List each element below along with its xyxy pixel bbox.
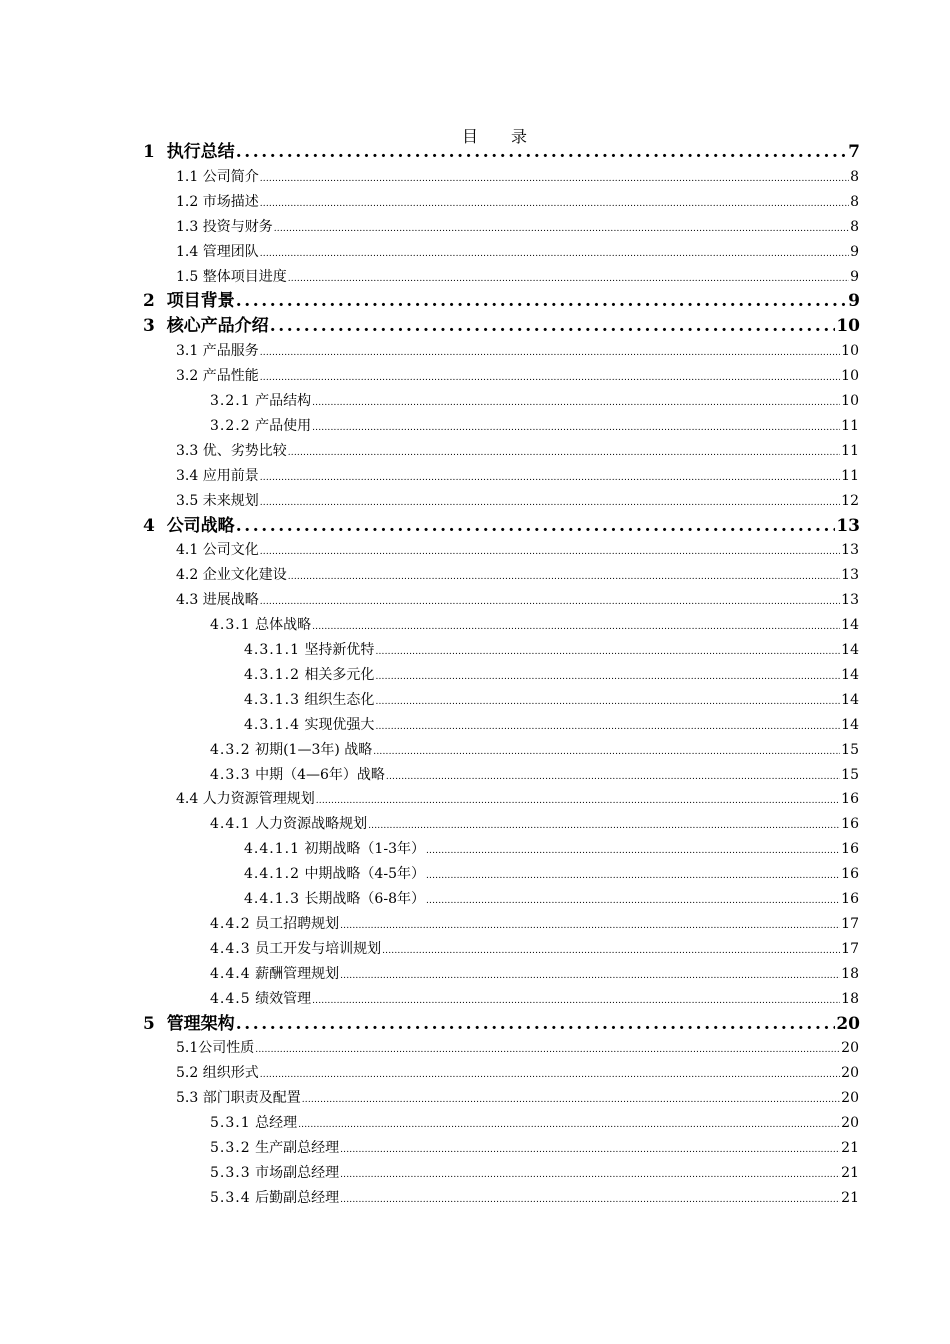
toc-entry[interactable]	[244, 714, 859, 736]
toc-entry-page: 15	[841, 741, 859, 758]
toc-entry-page: 12	[841, 492, 859, 509]
toc-entry[interactable]	[244, 689, 859, 711]
toc-entry[interactable]	[210, 764, 859, 786]
toc-entry-label: 项目背景	[166, 291, 235, 312]
dot-leader	[288, 566, 840, 586]
toc-entry-number: 5.3.1	[210, 1115, 251, 1132]
toc-entry-page: 8	[850, 193, 859, 210]
toc-entry-page: 16	[841, 866, 859, 883]
toc-entry[interactable]	[210, 1137, 859, 1159]
toc-entry[interactable]	[210, 938, 859, 960]
toc-entry-label: 薪酬管理规划	[255, 965, 340, 982]
toc-entry-page: 7	[848, 142, 860, 162]
dot-leader	[260, 492, 840, 512]
toc-entry-label: 总经理	[255, 1115, 298, 1132]
toc-entry-page: 18	[841, 990, 859, 1007]
dot-leader	[375, 666, 840, 686]
toc-entry-number: 4.4.3	[210, 940, 251, 957]
toc-entry[interactable]	[176, 788, 859, 810]
dot-leader	[236, 140, 847, 164]
toc-entry-page: 14	[841, 642, 859, 658]
toc-entry-number: 4.2	[176, 567, 199, 584]
toc-entry[interactable]	[176, 465, 859, 487]
toc-entry-page: 13	[836, 515, 860, 536]
toc-entry-page: 11	[841, 417, 859, 434]
toc-entry-label: 公司战略	[166, 515, 235, 536]
toc-entry-label: 优、劣势比较	[202, 442, 287, 459]
toc-entry-page: 10	[841, 368, 859, 385]
toc-entry[interactable]	[143, 140, 860, 164]
dot-leader	[368, 815, 840, 835]
toc-entry[interactable]	[210, 390, 859, 412]
dot-leader	[316, 790, 840, 810]
toc-entry-page: 14	[841, 666, 859, 683]
toc-entry-number: 2	[143, 291, 155, 312]
toc-entry-label: 长期战略（6-8年）	[304, 891, 425, 907]
toc-entry-page: 8	[850, 168, 859, 185]
dot-leader	[288, 442, 840, 462]
toc-entry[interactable]	[143, 314, 860, 338]
dot-leader	[298, 1114, 840, 1134]
toc-entry-number: 4.3.1.2	[244, 666, 300, 683]
toc-entry[interactable]	[210, 739, 859, 761]
toc-entry-label: 员工招聘规划	[255, 915, 340, 932]
toc-entry-label: 生产副总经理	[255, 1140, 340, 1156]
toc-entry-label: 中期（4—6年）战略	[255, 766, 385, 783]
toc-entry[interactable]	[210, 813, 859, 835]
toc-entry-page: 10	[836, 316, 860, 337]
toc-entry-number: 4.4.1.3	[244, 891, 300, 907]
toc-entry-label: 整体项目进度	[202, 268, 287, 285]
dot-leader	[236, 289, 847, 313]
toc-entry-number: 3.2.1	[210, 393, 251, 409]
toc-entry-label: 公司简介	[202, 168, 259, 185]
toc-entry-page: 20	[841, 1115, 859, 1132]
toc-entry-label: 应用前景	[202, 467, 259, 484]
toc-entry-number: 4.4.1.1	[244, 841, 300, 858]
toc-entry-page: 11	[841, 442, 859, 459]
dot-leader	[340, 1139, 840, 1159]
toc-entry-number: 4.3.1	[210, 617, 251, 634]
toc-entry[interactable]	[176, 539, 859, 561]
toc-entry[interactable]	[176, 564, 859, 586]
toc-entry-page: 14	[841, 691, 859, 708]
toc-entry-label: 员工开发与培训规划	[255, 940, 382, 957]
dot-leader	[375, 691, 840, 711]
toc-entry-number: 4	[143, 515, 155, 536]
toc-entry-label: 后勤副总经理	[255, 1189, 340, 1206]
dot-leader	[375, 641, 840, 661]
toc-entry[interactable]	[176, 166, 859, 188]
dot-leader	[386, 766, 840, 786]
toc-entry[interactable]	[244, 888, 859, 910]
toc-entry-page: 14	[841, 716, 859, 733]
toc-entry-number: 4.4.4	[210, 965, 251, 982]
dot-leader	[340, 1164, 840, 1184]
toc-entry-page: 20	[841, 1065, 859, 1082]
toc-entry-number: 4.3.2	[210, 741, 251, 758]
dot-leader	[260, 342, 840, 362]
toc-entry-number: 5.1	[176, 1040, 199, 1057]
toc-entry-number: 1.3	[176, 218, 199, 235]
toc-entry-number: 5.3.3	[210, 1164, 251, 1181]
toc-entry-number: 4.4.2	[210, 915, 251, 932]
dot-leader	[288, 268, 849, 288]
toc-entry-page: 21	[841, 1189, 859, 1206]
toc-entry-label: 市场描述	[202, 193, 259, 210]
toc-entry-number: 4.3.1.1	[244, 642, 300, 658]
toc-entry-page: 9	[850, 243, 859, 260]
toc-entry[interactable]	[210, 988, 859, 1010]
dot-leader	[426, 865, 840, 885]
toc-entry-label: 初期战略（1-3年）	[304, 841, 425, 858]
toc-entry-number: 3.2	[176, 368, 199, 385]
toc-entry[interactable]	[143, 289, 860, 313]
toc-entry-page: 18	[841, 965, 859, 982]
toc-entry[interactable]	[244, 838, 859, 860]
dot-leader	[260, 1064, 840, 1084]
toc-entry-page: 14	[841, 617, 859, 634]
toc-entry-page: 21	[841, 1164, 859, 1181]
toc-entry[interactable]	[176, 266, 859, 288]
toc-entry[interactable]	[176, 216, 859, 238]
toc-entry-label: 人力资源管理规划	[202, 791, 315, 808]
toc-entry-page: 16	[841, 791, 859, 808]
toc-entry-label: 产品性能	[202, 368, 259, 385]
toc-entry[interactable]	[143, 1012, 860, 1036]
toc-entry-label: 组织生态化	[304, 691, 375, 708]
toc-entry-page: 10	[841, 393, 859, 409]
dot-leader	[312, 616, 840, 636]
toc-entry-label: 坚持新优特	[304, 642, 375, 658]
toc-entry[interactable]	[176, 1037, 859, 1059]
toc-entry-number: 4.3.1.3	[244, 691, 300, 708]
toc-entry-page: 13	[841, 592, 859, 609]
toc-entry-number: 4.1	[176, 542, 199, 559]
dot-leader	[312, 990, 840, 1010]
toc-entry-label: 未来规划	[202, 492, 259, 509]
toc-entry-label: 进展战略	[202, 592, 259, 609]
toc-entry-label: 中期战略（4-5年）	[304, 866, 425, 883]
toc-entry[interactable]	[176, 241, 859, 263]
dot-leader	[340, 1189, 840, 1209]
toc-entry-label: 企业文化建设	[202, 567, 287, 584]
toc-entry-number: 4.3.3	[210, 766, 251, 783]
toc-entry[interactable]	[210, 913, 859, 935]
toc-entry-page: 9	[848, 291, 860, 312]
toc-entry-number: 3.2.2	[210, 417, 251, 434]
dot-leader	[260, 467, 840, 487]
toc-entry-number: 3.4	[176, 467, 199, 484]
toc-entry-number: 4.3.1.4	[244, 716, 300, 733]
dot-leader	[260, 168, 849, 188]
toc-entry-page: 16	[841, 816, 859, 833]
toc-entry[interactable]	[176, 1087, 859, 1109]
toc-entry-label: 公司性质	[198, 1040, 255, 1057]
toc-entry[interactable]	[143, 514, 860, 538]
toc-entry-page: 16	[841, 891, 859, 907]
toc-entry-label: 产品服务	[202, 343, 259, 360]
toc-entry-label: 产品使用	[255, 417, 312, 434]
dot-leader	[312, 417, 840, 437]
toc-entry-label: 人力资源战略规划	[255, 816, 368, 833]
toc-entry-number: 3.1	[176, 343, 199, 360]
toc-entry-page: 15	[841, 766, 859, 783]
dot-leader	[340, 965, 840, 985]
toc-entry-page: 16	[841, 841, 859, 858]
dot-leader	[260, 367, 840, 387]
toc-entry-label: 初期(1—3年) 战略	[255, 741, 373, 758]
dot-leader	[260, 193, 849, 213]
toc-entry-page: 20	[836, 1013, 860, 1034]
toc-entry[interactable]	[210, 415, 859, 437]
toc-entry-number: 4.4.1	[210, 816, 251, 833]
dot-leader	[270, 314, 836, 338]
toc-entry-number: 3.5	[176, 492, 199, 509]
toc-entry-page: 13	[841, 567, 859, 584]
toc-entry[interactable]	[176, 440, 859, 462]
toc-entry-number: 5	[143, 1013, 155, 1034]
toc-entry[interactable]	[210, 1187, 859, 1209]
dot-leader	[312, 392, 840, 412]
toc-entry-number: 4.4	[176, 791, 199, 808]
toc-entry-label: 管理团队	[202, 243, 259, 260]
toc-entry-page: 17	[841, 940, 859, 957]
toc-entry-number: 1.2	[176, 193, 199, 210]
toc-entry[interactable]	[210, 1162, 859, 1184]
dot-leader	[274, 218, 849, 238]
toc-entry[interactable]	[176, 340, 859, 362]
toc-entry-number: 5.3.2	[210, 1140, 251, 1156]
toc-entry-number: 1.4	[176, 243, 199, 260]
dot-leader	[260, 243, 849, 263]
toc-entry-page: 9	[850, 268, 859, 285]
toc-entry-number: 4.3	[176, 592, 199, 609]
toc-entry-number: 1	[143, 142, 155, 162]
toc-entry-label: 投资与财务	[202, 218, 273, 235]
toc-entry[interactable]	[176, 1062, 859, 1084]
toc-entry-number: 3.3	[176, 442, 199, 459]
toc-entry[interactable]	[210, 614, 859, 636]
toc-entry[interactable]	[244, 863, 859, 885]
dot-leader	[236, 514, 836, 538]
toc-entry-label: 相关多元化	[304, 666, 375, 683]
toc-entry[interactable]	[244, 639, 859, 661]
dot-leader	[426, 840, 840, 860]
toc-entry-page: 17	[841, 915, 859, 932]
toc-entry-label: 产品结构	[255, 393, 312, 409]
toc-title: 目 录	[461, 127, 542, 146]
toc-entry[interactable]	[176, 490, 859, 512]
toc-entry[interactable]	[176, 589, 859, 611]
dot-leader	[340, 915, 840, 935]
toc-entry-page: 11	[841, 467, 859, 484]
dot-leader	[382, 940, 840, 960]
toc-entry-label: 执行总结	[166, 142, 235, 162]
toc-entry-label: 管理架构	[166, 1013, 235, 1034]
dot-leader	[373, 741, 840, 761]
toc-entry-label: 组织形式	[202, 1065, 259, 1082]
toc-entry-number: 5.3	[176, 1090, 199, 1107]
toc-entry-page: 21	[841, 1140, 859, 1156]
toc-entry-label: 公司文化	[202, 542, 259, 559]
dot-leader	[260, 541, 840, 561]
toc-entry-number: 5.2	[176, 1065, 199, 1082]
dot-leader	[302, 1089, 840, 1109]
toc-entry[interactable]	[176, 365, 859, 387]
toc-entry-label: 部门职责及配置	[202, 1090, 301, 1107]
toc-entry-number: 1.5	[176, 268, 199, 285]
toc-entry-label: 实现优强大	[304, 716, 375, 733]
toc-entry-page: 20	[841, 1090, 859, 1107]
dot-leader	[260, 591, 840, 611]
toc-entry-number: 1.1	[176, 168, 199, 185]
toc-entry-page: 10	[841, 343, 859, 360]
toc-entry[interactable]	[210, 963, 859, 985]
toc-entry-number: 5.3.4	[210, 1189, 251, 1206]
toc-entry-label: 核心产品介绍	[166, 316, 269, 337]
toc-entry-number: 3	[143, 316, 155, 337]
toc-entry[interactable]	[176, 191, 859, 213]
toc-entry-number: 4.4.5	[210, 990, 251, 1007]
dot-leader	[255, 1039, 840, 1059]
toc-entry-page: 8	[850, 218, 859, 235]
toc-entry[interactable]	[244, 664, 859, 686]
toc-entry-label: 市场副总经理	[255, 1164, 340, 1181]
toc-entry-number: 4.4.1.2	[244, 866, 300, 883]
toc-entry-page: 13	[841, 542, 859, 559]
dot-leader	[236, 1012, 836, 1036]
toc-entry-label: 绩效管理	[255, 990, 312, 1007]
toc-entry[interactable]	[210, 1112, 859, 1134]
dot-leader	[375, 716, 840, 736]
toc-entry-label: 总体战略	[255, 617, 312, 634]
toc-entry-page: 20	[841, 1040, 859, 1057]
dot-leader	[426, 890, 840, 910]
